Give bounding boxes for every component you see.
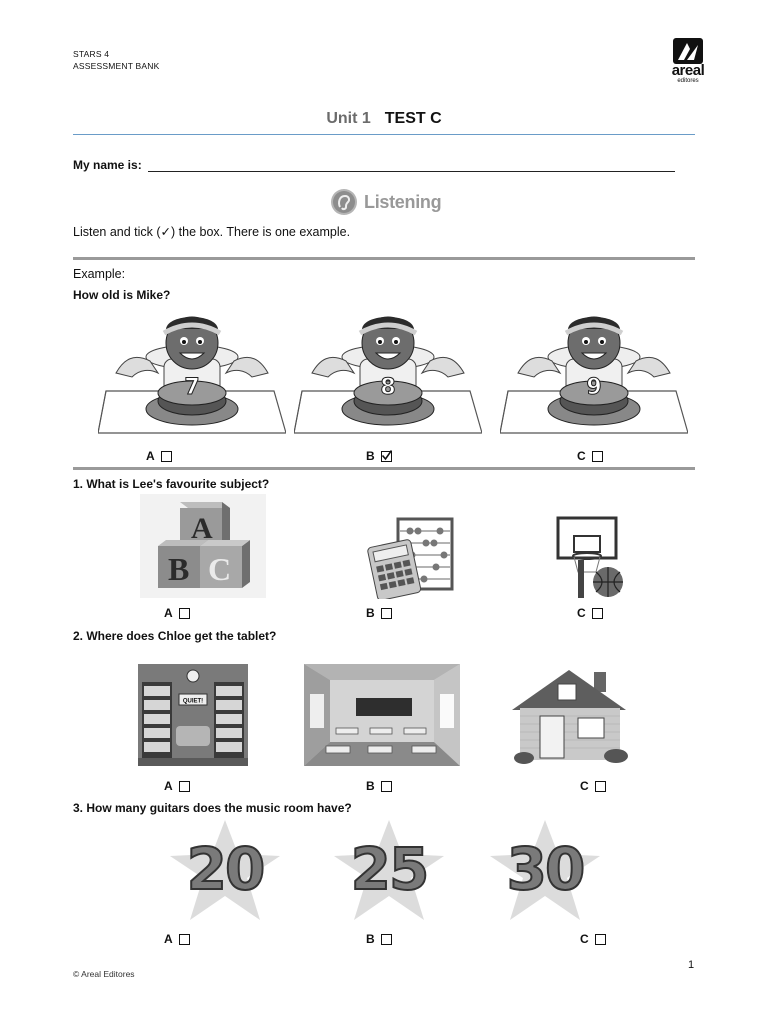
page-number: 1 <box>688 959 695 971</box>
option-letter: A <box>146 449 155 463</box>
logo-text: areal <box>671 62 705 79</box>
assessment-label: ASSESSMENT BANK <box>73 61 160 71</box>
quiet-sign-text: QUIET! <box>182 698 204 705</box>
option-letter: B <box>366 932 375 946</box>
option-letter: B <box>366 606 375 620</box>
checkbox[interactable] <box>179 781 190 792</box>
child-with-cake-image <box>294 313 482 435</box>
option-letter: C <box>577 449 586 463</box>
example-option-a[interactable] <box>146 449 172 463</box>
star-number-image <box>332 818 446 922</box>
number-label: 30 <box>506 835 584 903</box>
question-3: 3. How many guitars does the music room have? <box>73 801 352 815</box>
q3-option-b[interactable] <box>366 932 392 946</box>
q2-option-c[interactable] <box>580 779 606 793</box>
checkbox[interactable] <box>161 451 172 462</box>
option-letter: B <box>366 779 375 793</box>
name-field[interactable] <box>148 171 675 172</box>
block-letter: A <box>191 512 213 545</box>
q2-option-b[interactable] <box>366 779 392 793</box>
house-image <box>512 664 630 766</box>
option-letter: A <box>164 932 173 946</box>
checkbox[interactable] <box>381 608 392 619</box>
number-label: 20 <box>186 835 264 903</box>
copyright: © Areal Editores <box>73 969 135 979</box>
checkbox[interactable] <box>381 934 392 945</box>
header <box>73 48 159 72</box>
block-letter: B <box>168 551 190 587</box>
number-label: 25 <box>350 835 428 903</box>
option-letter: C <box>580 779 589 793</box>
logo-subtext: editores <box>677 78 699 84</box>
option-letter: C <box>577 606 586 620</box>
checkbox[interactable] <box>595 781 606 792</box>
section-label: Listening <box>364 191 442 212</box>
test-label: TEST C <box>384 110 442 127</box>
q1-option-c[interactable] <box>577 606 603 620</box>
classroom-image <box>304 664 460 766</box>
star-number-image <box>488 818 602 922</box>
example-option-c[interactable] <box>577 449 603 463</box>
option-letter: A <box>164 779 173 793</box>
ear-icon <box>330 188 358 216</box>
alphabet-blocks-image <box>140 494 266 598</box>
checkbox[interactable] <box>592 451 603 462</box>
q3-option-c[interactable] <box>580 932 606 946</box>
checkbox-checked[interactable] <box>381 451 392 462</box>
checkbox[interactable] <box>381 781 392 792</box>
q1-option-a[interactable] <box>164 606 190 620</box>
q2-option-a[interactable] <box>164 779 190 793</box>
instruction-text: Listen and tick (✓) the box. There is one example. <box>73 225 351 239</box>
name-label: My name is: <box>73 158 142 172</box>
child-with-cake-image <box>500 313 688 435</box>
question-1: 1. What is Lee's favourite subject? <box>73 477 270 491</box>
checkbox[interactable] <box>595 934 606 945</box>
star-number-image <box>168 818 282 922</box>
question-2: 2. Where does Chloe get the tablet? <box>73 629 277 643</box>
option-letter: A <box>164 606 173 620</box>
child-with-cake-image <box>98 313 286 435</box>
option-letter: C <box>580 932 589 946</box>
page-title <box>0 110 768 128</box>
example-divider <box>73 467 695 470</box>
example-option-b[interactable] <box>366 449 392 463</box>
cake-number: 8 <box>380 375 396 400</box>
tick-icon <box>381 450 392 461</box>
areal-logo <box>660 38 716 88</box>
library-image <box>138 664 248 766</box>
section-heading <box>330 188 441 216</box>
example-question: How old is Mike? <box>73 288 171 302</box>
cake-number: 9 <box>586 375 602 400</box>
example-label: Example: <box>73 267 126 281</box>
unit-label: Unit 1 <box>326 110 371 127</box>
block-letter: C <box>208 551 232 587</box>
section-divider <box>73 257 695 260</box>
checkbox[interactable] <box>179 608 190 619</box>
calculator-abacus-image <box>366 517 456 599</box>
cake-number: 7 <box>184 375 200 400</box>
option-letter: B <box>366 449 375 463</box>
checkbox[interactable] <box>592 608 603 619</box>
checkbox[interactable] <box>179 934 190 945</box>
q1-option-b[interactable] <box>366 606 392 620</box>
basketball-hoop-image <box>556 516 628 600</box>
title-divider <box>73 134 695 135</box>
q3-option-a[interactable] <box>164 932 190 946</box>
series-label: STARS 4 <box>73 49 110 59</box>
